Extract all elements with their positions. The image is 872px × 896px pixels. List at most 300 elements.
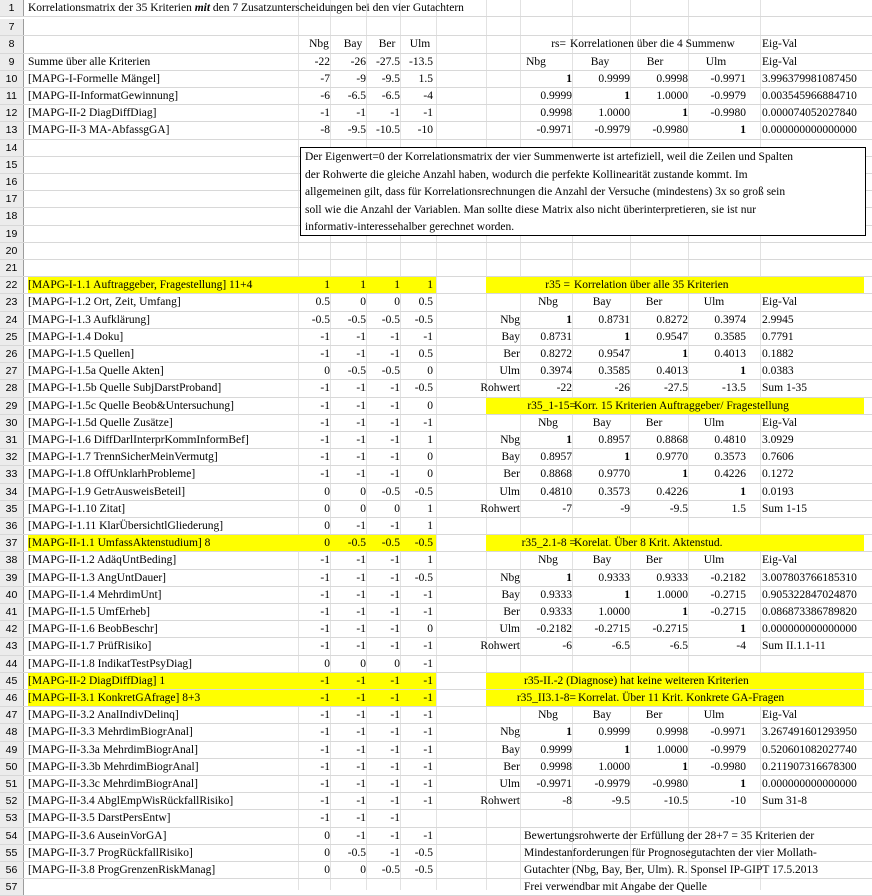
cell[interactable]: -0.9971 [710,726,746,739]
cell[interactable]: 0.086873386789820 [762,606,857,618]
cell[interactable]: 1 [324,279,330,292]
cell[interactable]: rs= [551,38,566,51]
row-header[interactable]: 52 [0,793,24,809]
cell[interactable]: Ber [645,554,663,567]
cell[interactable]: 1 [624,588,630,601]
cell[interactable]: 0.8272 [656,313,688,326]
cell[interactable]: Ulm [499,623,520,636]
cell[interactable]: 0.1272 [762,468,794,481]
cell[interactable]: Korrelationen über die 4 Summenw [570,38,735,51]
cell[interactable]: 1 [740,778,746,790]
cell[interactable]: [MAPG-I-Formelle Mängel] [28,72,160,85]
cell[interactable]: Bay [592,709,612,722]
cell[interactable]: Nbg [309,38,329,51]
cell[interactable]: 0 [324,502,330,515]
cell[interactable]: [MAPG-II-InformatGewinnung] [28,90,179,102]
cell[interactable]: 0.8272 [540,348,572,360]
cell[interactable]: 3.267491601293950 [762,726,857,739]
cell[interactable]: -1 [423,657,433,670]
cell[interactable]: -1 [320,382,330,395]
cell[interactable]: 0.3573 [598,485,630,498]
cell[interactable]: [MAPG-II-3.3 MehrdimBiogrAnal] [28,726,193,739]
cell[interactable]: [MAPG-II-1.3 AngUntDauer] [28,571,166,584]
cell[interactable]: -10.5 [376,124,400,137]
cell[interactable]: -1 [423,640,433,653]
cell[interactable]: 0.8957 [540,451,572,464]
cell[interactable]: Eig-Val [762,55,798,68]
row-header[interactable]: 9 [0,54,24,70]
cell[interactable]: 0.9547 [656,330,688,343]
cell[interactable]: Eig-Val [762,554,798,567]
cell[interactable]: -1 [390,416,400,429]
cell[interactable]: -1 [320,107,330,120]
cell[interactable]: -1 [320,743,330,756]
cell[interactable]: [MAPG-II-2 DiagDiffDiag] 1 [28,674,166,687]
cell[interactable]: Bewertungsrohwerte der Erfüllung der 28+7 = 35 Kriterien der [524,829,815,842]
cell[interactable]: Nbg [538,709,558,722]
cell[interactable]: 0.4226 [714,468,746,481]
cell[interactable]: -1 [390,468,400,481]
row-header[interactable]: 36 [0,518,24,534]
cell[interactable]: 1 [566,313,572,326]
cell[interactable]: -1 [423,674,433,687]
cell[interactable]: Eig-Val [762,416,798,429]
cell[interactable]: -9.5 [347,124,366,137]
cell[interactable]: 1 [427,554,433,567]
cell[interactable]: 0.7791 [762,330,794,343]
cell[interactable]: Nbg [500,726,520,739]
cell[interactable]: -7 [562,502,572,515]
cell[interactable]: [MAPG-II-3 MA-AbfassgGA] [28,124,170,137]
cell[interactable]: -1 [390,846,400,859]
cell[interactable]: -0.5 [347,846,366,859]
cell[interactable]: [MAPG-I-1.11 KlarÜbersichtlGliederung] [28,520,224,532]
row-header[interactable]: 39 [0,570,24,586]
cell[interactable]: -1 [320,674,330,687]
cell[interactable]: [MAPG-II-3.8 ProgGrenzenRiskManag] [28,864,216,876]
cell[interactable]: -6.5 [669,640,688,653]
cell[interactable]: -1 [320,588,330,601]
cell[interactable]: -27.5 [376,55,400,68]
row-header[interactable]: 7 [0,19,24,35]
cell[interactable]: [MAPG-II-3.2 AnalIndivDelinq] [28,709,179,722]
cell[interactable]: -1 [356,709,366,722]
cell[interactable]: [MAPG-I-1.5b Quelle SubjDarstProband] [28,382,222,395]
cell[interactable]: 1 [740,623,746,636]
cell[interactable]: -1 [320,709,330,722]
cell[interactable]: 0.003545966884710 [762,90,857,102]
cell[interactable]: -4 [736,640,746,653]
cell[interactable]: -1 [390,348,400,360]
cell[interactable]: 3.0929 [762,434,794,446]
cell[interactable]: 0.5 [418,296,433,309]
row-header[interactable]: 53 [0,810,24,826]
cell[interactable]: -0.2182 [536,623,572,636]
cell[interactable]: Ber [503,606,520,618]
cell[interactable]: 0.8957 [598,434,630,446]
cell[interactable]: [MAPG-II-1.5 UmfErheb] [28,606,150,618]
cell[interactable]: 0.4810 [540,485,572,498]
cell[interactable]: -9.5 [611,795,630,808]
cell[interactable]: -1 [390,330,400,343]
row-header[interactable]: 12 [0,105,24,121]
cell[interactable]: [MAPG-I-1.2 Ort, Zeit, Umfang] [28,296,181,309]
row-header[interactable]: 27 [0,363,24,379]
row-header[interactable]: 42 [0,621,24,637]
cell[interactable]: -0.5 [381,485,400,498]
row-header[interactable]: 46 [0,690,24,706]
cell[interactable]: -1 [356,692,366,704]
cell[interactable]: -26 [350,55,366,68]
cell[interactable]: [MAPG-II-1.1 UmfassAktenstudium] 8 [28,537,211,550]
cell[interactable]: 0.4013 [656,365,688,378]
cell[interactable]: Korrelation über alle 35 Kriterien [574,279,729,292]
cell[interactable]: -1 [390,107,400,120]
cell[interactable]: Gutachter (Nbg, Bay, Ber, Ulm). R. Sponsel IP-GIPT 17.5.2013 [524,864,819,876]
cell[interactable]: 0.4226 [656,485,688,498]
cell[interactable]: 0.4810 [714,434,746,446]
row-header[interactable]: 30 [0,415,24,431]
cell[interactable]: -1 [356,330,366,343]
cell[interactable]: -0.5 [414,571,433,584]
cell[interactable]: -0.5 [381,864,400,876]
cell[interactable]: [MAPG-II-1.8 IndikatTestPsyDiag] [28,657,193,670]
cell[interactable]: r35 = [545,279,570,292]
cell[interactable]: -10 [417,124,433,137]
cell[interactable]: Bay [592,554,612,567]
cell[interactable]: Sum 1-15 [762,502,808,515]
row-header[interactable]: 47 [0,707,24,723]
cell[interactable]: 0.3974 [540,365,572,378]
cell[interactable]: Ber [503,760,520,773]
cell[interactable]: [MAPG-II-3.6 AuseinVorGA] [28,829,167,842]
cell[interactable]: -1 [390,829,400,842]
cell[interactable]: [MAPG-II-3.3a MehrdimBiogrAnal] [28,743,198,756]
cell[interactable]: [MAPG-II-1.7 PrüfRisiko] [28,640,152,653]
cell[interactable]: -7 [320,72,330,85]
cell[interactable]: -1 [390,520,400,532]
cell[interactable]: -0.9980 [652,778,688,790]
cell[interactable]: -1 [390,674,400,687]
cell[interactable]: 1 [566,726,572,739]
cell[interactable]: -1 [390,743,400,756]
cell[interactable]: -1 [356,107,366,120]
cell[interactable]: -1 [423,778,433,790]
cell[interactable]: 0.3585 [598,365,630,378]
row-header[interactable]: 21 [0,260,24,276]
row-header[interactable]: 51 [0,776,24,792]
cell[interactable]: Ulm [409,38,431,51]
cell[interactable]: [MAPG-II-3.3b MehrdimBiogrAnal] [28,760,199,773]
cell[interactable]: r35_1-15= [527,399,576,412]
cell[interactable]: -0.5 [414,313,433,326]
cell[interactable]: -1 [320,330,330,343]
cell[interactable]: -1 [356,348,366,360]
cell[interactable]: -8 [320,124,330,137]
cell[interactable]: 1 [427,279,433,292]
cell[interactable]: 1.0000 [656,743,688,756]
cell[interactable]: -8 [562,795,572,808]
cell[interactable]: Bay [501,588,520,601]
cell[interactable]: 1 [740,124,746,137]
row-header[interactable]: 54 [0,828,24,844]
cell[interactable]: 0.520601082027740 [762,743,857,756]
cell[interactable]: Nbg [500,434,520,446]
cell[interactable]: [MAPG-I-1.5a Quelle Akten] [28,365,164,378]
cell[interactable]: Rohwert [480,382,520,395]
cell[interactable]: 0 [360,864,366,876]
cell[interactable]: 3.007803766185310 [762,571,857,584]
cell[interactable]: Bay [501,451,520,464]
row-header[interactable]: 14 [0,140,24,156]
cell[interactable]: 1 [682,107,688,120]
cell[interactable]: -0.9971 [536,778,572,790]
cell[interactable]: -1 [320,640,330,653]
cell[interactable]: Sum 31-8 [762,795,808,808]
cell[interactable]: Ulm [703,709,725,722]
cell[interactable]: [MAPG-I-1.5c Quelle Beob&Untersuchung] [28,399,234,412]
cell[interactable]: -1 [423,692,433,704]
cell[interactable]: 1 [682,468,688,481]
row-header[interactable]: 28 [0,380,24,396]
cell[interactable]: -1 [390,623,400,636]
cell[interactable]: -1 [320,451,330,464]
row-header[interactable]: 20 [0,243,24,259]
cell[interactable]: -1 [390,434,400,446]
sheet-title[interactable] [28,2,464,14]
row-header[interactable]: 40 [0,587,24,603]
cell[interactable]: Ulm [703,416,725,429]
row-header[interactable]: 50 [0,759,24,775]
cell[interactable]: 0.8731 [598,313,630,326]
cell[interactable]: -0.5 [347,537,366,550]
cell[interactable]: Bay [592,296,612,309]
cell[interactable]: 1 [360,279,366,292]
cell[interactable]: [MAPG-I-1.5d Quelle Zusätze] [28,416,173,429]
cell[interactable]: 0.1882 [762,348,794,360]
cell[interactable]: 2.9945 [762,313,794,326]
cell[interactable]: -0.5 [347,365,366,378]
cell[interactable]: -0.9980 [710,107,746,120]
cell[interactable]: -0.9979 [710,90,746,102]
cell[interactable]: Rohwert [480,502,520,515]
cell[interactable]: 0.7606 [762,451,794,464]
cell[interactable]: 0.9999 [598,726,630,739]
cell[interactable]: 1 [427,434,433,446]
cell[interactable]: -1 [356,726,366,739]
cell[interactable]: -10.5 [664,795,688,808]
cell[interactable]: 0 [394,502,400,515]
cell[interactable]: 0 [394,296,400,309]
cell[interactable]: 1 [624,451,630,464]
cell[interactable]: Ulm [499,365,520,378]
cell[interactable]: 0 [360,502,366,515]
cell[interactable]: 0.5 [315,296,330,309]
cell[interactable]: 1 [427,520,433,532]
cell[interactable]: -13.5 [409,55,433,68]
cell[interactable]: -1 [390,451,400,464]
cell[interactable]: -1 [423,795,433,808]
cell[interactable]: [MAPG-I-1.9 GetrAusweisBeteil] [28,485,186,498]
cell[interactable]: 0.8868 [540,468,572,481]
cell[interactable]: -1 [320,778,330,790]
cell[interactable]: -0.5 [414,864,433,876]
cell[interactable]: -27.5 [664,382,688,395]
cell[interactable]: 0 [360,296,366,309]
cell[interactable]: -1 [390,606,400,618]
cell[interactable]: 0.4013 [714,348,746,360]
cell[interactable]: -1 [320,623,330,636]
cell[interactable]: Eig-Val [762,38,798,51]
cell[interactable]: [MAPG-I-1.10 Zitat] [28,502,126,515]
cell[interactable]: Ulm [703,554,725,567]
cell[interactable]: -1 [320,416,330,429]
cell[interactable]: 1 [624,743,630,756]
cell[interactable]: [MAPG-II-3.1 KonkretGAfrage] 8+3 [28,692,201,704]
cell[interactable]: 0.9770 [656,451,688,464]
cell[interactable]: -0.5 [414,485,433,498]
cell[interactable]: 0 [324,365,330,378]
cell[interactable]: [MAPG-I-1.4 Doku] [28,330,124,343]
cell[interactable]: -0.9980 [652,124,688,137]
row-header[interactable]: 37 [0,535,24,551]
cell[interactable]: -1 [423,760,433,773]
cell[interactable]: 0.9999 [540,743,572,756]
cell[interactable]: 1 [682,760,688,773]
cell[interactable]: 0 [427,451,433,464]
row-header[interactable]: 29 [0,398,24,414]
cell[interactable]: -1 [356,640,366,653]
cell[interactable]: Ulm [499,778,520,790]
cell[interactable]: -1 [356,606,366,618]
row-header[interactable]: 23 [0,294,24,310]
note-textbox[interactable] [300,147,866,236]
cell[interactable]: 1 [740,365,746,378]
cell[interactable]: 0 [427,623,433,636]
row-header[interactable]: 10 [0,71,24,87]
cell[interactable]: -0.9979 [594,124,630,137]
cell[interactable]: Ber [646,55,664,68]
cell[interactable]: -26 [614,382,630,395]
cell[interactable]: 0.0193 [762,485,794,498]
cell[interactable]: 1.0000 [656,90,688,102]
cell[interactable]: -1 [390,382,400,395]
cell[interactable]: [MAPG-II-3.7 ProgRückfallRisiko] [28,846,193,859]
cell[interactable]: 0.9333 [656,571,688,584]
cell[interactable]: 0 [360,657,366,670]
cell[interactable]: -1 [356,554,366,567]
cell[interactable]: 0.5 [418,348,433,360]
row-header[interactable]: 43 [0,638,24,654]
cell[interactable]: 0.3573 [714,451,746,464]
cell[interactable]: Ber [378,38,396,51]
cell[interactable]: 0.0383 [762,365,794,378]
cell[interactable]: -1 [423,743,433,756]
cell[interactable]: -1 [356,623,366,636]
cell[interactable]: -0.2715 [594,623,630,636]
cell[interactable]: -1 [320,760,330,773]
row-header[interactable]: 55 [0,845,24,861]
cell[interactable]: [MAPG-II-3.5 DarstPersEntw] [28,812,171,825]
row-header[interactable]: 13 [0,122,24,138]
cell[interactable]: Bay [501,743,520,756]
cell[interactable]: -1 [423,588,433,601]
cell[interactable]: -9 [356,72,366,85]
cell[interactable]: -0.9971 [536,124,572,137]
cell[interactable]: -1 [356,760,366,773]
cell[interactable]: Nbg [538,554,558,567]
cell[interactable]: Bay [501,330,520,343]
cell[interactable]: 1 [682,348,688,360]
cell[interactable]: [MAPG-I-1.3 Aufklärung] [28,313,151,326]
cell[interactable]: Ber [503,468,520,481]
cell[interactable]: [MAPG-II-3.3c MehrdimBiogrAnal] [28,778,198,790]
cell[interactable]: 1.0000 [598,606,630,618]
cell[interactable]: -1 [320,606,330,618]
cell[interactable]: Ulm [703,296,725,309]
cell[interactable]: -1 [356,434,366,446]
cell[interactable]: -1 [356,795,366,808]
cell[interactable]: Nbg [500,571,520,584]
cell[interactable]: -1 [356,520,366,532]
cell[interactable]: -1 [356,571,366,584]
cell[interactable]: 1 [682,606,688,618]
cell[interactable]: -6.5 [611,640,630,653]
cell[interactable]: -22 [556,382,572,395]
cell[interactable]: 0 [427,399,433,412]
row-header[interactable]: 38 [0,552,24,568]
cell[interactable]: -0.5 [414,846,433,859]
row-header[interactable]: 45 [0,673,24,689]
cell[interactable]: -1 [390,640,400,653]
row-header[interactable]: 33 [0,466,24,482]
row-header[interactable]: 8 [0,36,24,52]
cell[interactable]: 0.000074052027840 [762,107,857,120]
cell[interactable]: -1 [320,692,330,704]
cell[interactable]: -1 [356,451,366,464]
cell[interactable]: 0 [324,485,330,498]
cell[interactable]: [MAPG-I-1.7 TrennSicherMeinVermutg] [28,451,218,464]
cell[interactable]: 0 [427,468,433,481]
cell[interactable]: [MAPG-I-1.1 Auftraggeber, Fragestellung] 11+4 [28,279,253,292]
cell[interactable]: Bay [590,55,610,68]
cell[interactable]: -1 [356,468,366,481]
cell[interactable]: [MAPG-II-2 DiagDiffDiag] [28,107,157,120]
cell[interactable]: -1 [320,795,330,808]
cell[interactable]: -0.9980 [710,760,746,773]
cell[interactable]: 0.000000000000000 [762,623,857,636]
cell[interactable]: -1 [390,795,400,808]
cell[interactable]: 1 [740,485,746,498]
cell[interactable]: [MAPG-II-1.4 MehrdimUnt] [28,588,162,601]
cell[interactable]: Bay [592,416,612,429]
cell[interactable]: 0.8868 [656,434,688,446]
cell[interactable]: -1 [320,348,330,360]
cell[interactable]: Eig-Val [762,709,798,722]
cell[interactable]: -0.2715 [652,623,688,636]
cell[interactable]: -1 [320,554,330,567]
cell[interactable]: -1 [356,743,366,756]
cell[interactable]: -1 [356,674,366,687]
cell[interactable]: Ber [645,296,663,309]
cell[interactable]: 0 [324,537,330,550]
cell[interactable]: Rohwert [480,795,520,808]
cell[interactable]: Eig-Val [762,296,798,309]
cell[interactable]: 0.905322847024870 [762,588,857,601]
cell[interactable]: 3.996379981087450 [762,72,857,85]
cell[interactable]: 0.8731 [540,330,572,343]
row-header[interactable]: 24 [0,312,24,328]
